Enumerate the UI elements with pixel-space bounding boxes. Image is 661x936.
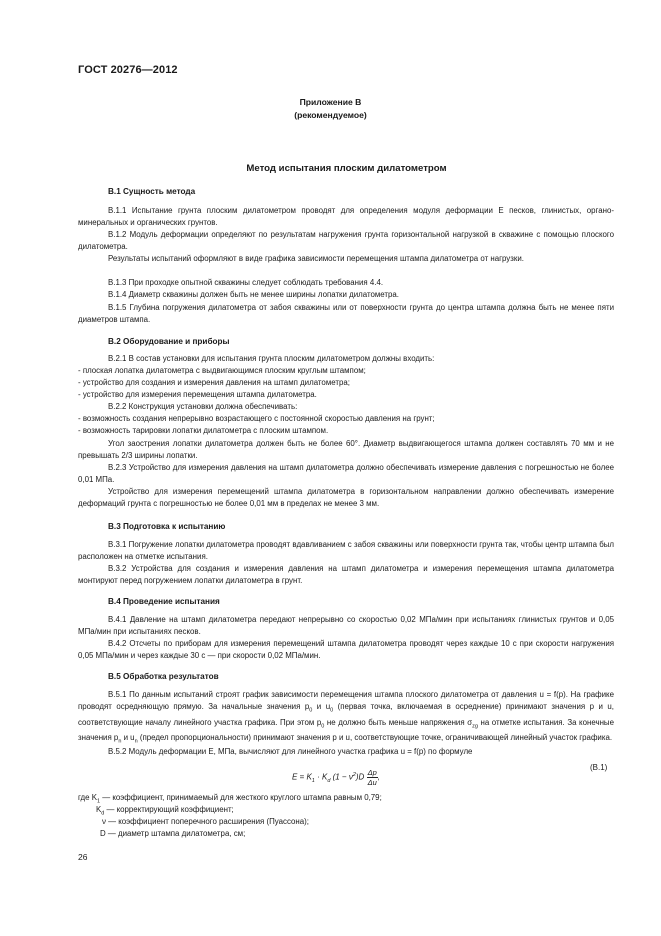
para-b4-2: В.4.2 Отсчеты по приборам для измерения перемещений штампа дилатометра проводят через каждые 10 с при скорости нагружения 0,05 МПа/мин и через каждые 30 с — при скорости 0,02 МПа/мин. [78, 639, 614, 661]
para-b1-3: Результаты испытаний оформляют в виде графика зависимости перемещения штампа дилатометра от нагрузки. [108, 254, 524, 263]
para-b5-1: В.5.1 По данным испытаний строят график зависимости перемещения штампа плоского дилатометра от давления u = f(p). На графике проводят осредняющую прямую. За начальные значения $p_0$ и $u_0$ (первая точка, включаемая в осреднение) принимают значения p и u, соответствующие началу линейного участка графика. При этом $p_0$ не должно быть меньше напряжения $\sigma_{zg}$ на отметке испытания. За конечные значения $p_n$ и $u_n$ (предел пропорциональности) принимают значения p и u, соответствующие точке, ограничивающей линейный участок графика. [78, 690, 614, 746]
definition-d: D — диаметр штампа дилатометра, см; [100, 829, 246, 838]
list-item-b2-3: - устройство для измерения перемещения штампа дилатометра. [78, 390, 317, 399]
para-b1-1: В.1.1 Испытание грунта плоским дилатометром проводят для определения модуля деформации E песков, глинистых, органо-минеральных и органических грунтов. [78, 206, 614, 228]
para-b3-2: В.3.2 Устройства для создания и измерения давления на штамп дилатометра и измерения перемещения штампа дилатометра монтируют перед погружением лопатки дилатометра в грунт. [78, 564, 614, 586]
list-item-b2-5: - возможность тарировки лопатки дилатометра с плоским штампом. [78, 426, 329, 435]
heading-b1: В.1 Сущность метода [108, 187, 196, 196]
para-b2-4: В.2.3 Устройство для измерения давления на штамп дилатометра должно обеспечивать измерение давления с погрешностью не более 0,01 МПа. [78, 463, 614, 485]
document-header: ГОСТ 20276—2012 [78, 64, 178, 76]
para-b1-2: В.1.2 Модуль деформации определяют по результатам нагружения грунта горизонтальной нагрузкой в скважине с помощью плоского дилатометра. [78, 230, 614, 252]
annex-status: (рекомендуемое) [294, 110, 367, 120]
para-b5-2: В.5.2 Модуль деформации E, МПа, вычисляют для линейного участка графика u = f(p) по формуле [108, 747, 473, 756]
heading-b3: В.3 Подготовка к испытанию [108, 522, 226, 531]
definition-k1: где $K_1$ — коэффициент, принимаемый для жесткого круглого штампа равным 0,79; [78, 793, 382, 805]
heading-b2: В.2 Оборудование и приборы [108, 337, 230, 346]
para-b2-3: Угол заострения лопатки дилатометра должен быть не более 60°. Диаметр выдвигающегося штампа должен составлять 70 мм и не превышать 2/3 ширины лопатки. [78, 439, 614, 461]
annex-label: Приложение В [299, 97, 362, 107]
para-b1-5: В.1.4 Диаметр скважины должен быть не менее ширины лопатки дилатометра. [108, 290, 399, 299]
para-b4-1: В.4.1 Давление на штамп дилатометра передают непрерывно со скоростью 0,02 МПа/мин при испытаниях глинистых грунтов и 0,05 МПа/мин при испытаниях песков. [78, 615, 614, 637]
para-b1-4: В.1.3 При проходке опытной скважины следует соблюдать требования 4.4. [108, 278, 384, 287]
para-b2-1: В.2.1 В состав установки для испытания грунта плоским дилатометром должны входить: [108, 354, 435, 363]
para-b2-2: В.2.2 Конструкция установки должна обеспечивать: [108, 402, 298, 411]
para-b1-6: В.1.5 Глубина погружения дилатометра от забоя скважины или от поверхности грунта до центра штампа должна быть не менее пяти диаметров штампа. [78, 303, 614, 325]
definition-kd: $K_d$ — корректирующий коэффициент; [96, 805, 234, 817]
page-number: 26 [78, 852, 88, 862]
formula-b1: $E = K_1 \cdot K_d$ $(1 - \nu^2)D$ $\frac{\Delta p}{\Delta u}$ , [292, 768, 381, 787]
list-item-b2-2: - устройство для создания и измерения давления на штамп дилатометра; [78, 378, 350, 387]
heading-b4: В.4 Проведение испытания [108, 597, 220, 606]
formula-number: (В.1) [590, 763, 608, 772]
section-title: Метод испытания плоским дилатометром [246, 163, 447, 174]
formula-fraction: $\frac{\Delta p}{\Delta u}$ [367, 768, 377, 787]
list-item-b2-4: - возможность создания непрерывно возрастающего с постоянной скоростью давления на грунт; [78, 414, 435, 423]
heading-b5: В.5 Обработка результатов [108, 672, 219, 681]
list-item-b2-1: - плоская лопатка дилатометра с выдвигающимся плоским круглым штампом; [78, 366, 366, 375]
para-b2-5: Устройство для измерения перемещений штампа дилатометра в горизонтальном направлении должно обеспечивать измерение деформаций грунта с погрешностью не более 0,01 мм в пределах не менее 3 мм. [78, 487, 614, 509]
definition-nu: ν — коэффициент поперечного расширения (Пуассона); [102, 817, 309, 826]
para-b3-1: В.3.1 Погружение лопатки дилатометра проводят вдавливанием с забоя скважины или поверхности грунта так, чтобы центр штампа был расположен на отметке испытания. [78, 540, 614, 562]
